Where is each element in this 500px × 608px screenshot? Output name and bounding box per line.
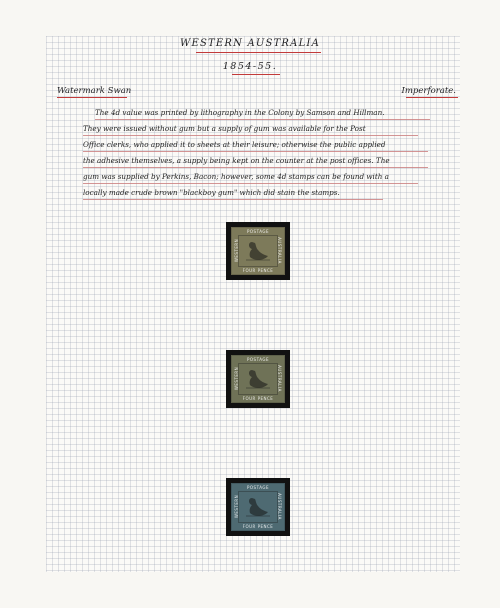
paragraph-line: Office clerks, who applied it to sheets at their leisure; otherwise the public applied bbox=[83, 140, 386, 149]
paragraph-line: the adhesive themselves, a supply being kept on the counter at the post offices. The bbox=[83, 156, 390, 165]
stamp-four-pence bbox=[231, 483, 285, 531]
stamp-mount bbox=[226, 222, 290, 280]
years-underline bbox=[232, 74, 280, 75]
watermark-underline bbox=[57, 97, 127, 98]
stamp-bottom-text: FOUR PENCE bbox=[242, 268, 274, 273]
paragraph-line: locally made crude brown "blackboy gum" which did stain the stamps. bbox=[83, 188, 340, 197]
paragraph-line: The 4d value was printed by lithography in the Colony by Samson and Hillman. bbox=[95, 108, 385, 117]
perforation-underline bbox=[406, 97, 458, 98]
stamp-top-text: POSTAGE bbox=[246, 485, 270, 490]
swan-icon bbox=[244, 366, 272, 392]
stamp-right-text: AUSTRALIA bbox=[277, 365, 283, 392]
page-years: 1854-55. bbox=[222, 61, 278, 72]
stamp-bottom-text: FOUR PENCE bbox=[242, 524, 274, 529]
paragraph-line: They were issued without gum but a supply of gum was available for the Post bbox=[83, 124, 366, 133]
watermark-label: Watermark Swan bbox=[57, 86, 132, 96]
stamp-right-text: AUSTRALIA bbox=[277, 237, 283, 264]
stamp-mount bbox=[226, 478, 290, 536]
swan-icon bbox=[244, 238, 272, 264]
stamp-right-text: AUSTRALIA bbox=[277, 493, 283, 520]
stamp-top-text: POSTAGE bbox=[246, 357, 270, 362]
perforation-label: Imperforate. bbox=[401, 86, 456, 96]
stamp-left-text: WESTERN bbox=[234, 238, 240, 263]
paragraph-line: gum was supplied by Perkins, Bacon; however, some 4d stamps can be found with a bbox=[83, 172, 389, 181]
stamp-top-text: POSTAGE bbox=[246, 229, 270, 234]
stamp-left-text: WESTERN bbox=[234, 494, 240, 519]
stamp-left-text: WESTERN bbox=[234, 366, 240, 391]
title-underline bbox=[196, 52, 321, 53]
page-title: WESTERN AUSTRALIA bbox=[180, 38, 320, 49]
stamp-four-pence bbox=[231, 355, 285, 403]
stamp-bottom-text: FOUR PENCE bbox=[242, 396, 274, 401]
stamp-mount bbox=[226, 350, 290, 408]
swan-icon bbox=[244, 494, 272, 520]
stamp-four-pence bbox=[231, 227, 285, 275]
